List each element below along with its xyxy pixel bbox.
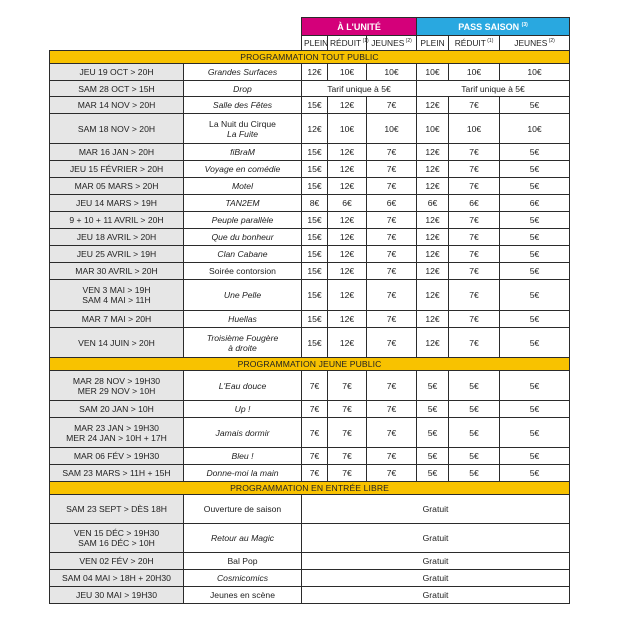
- price-cell: 12€: [417, 328, 449, 358]
- section-title: PROGRAMMATION EN ENTRÉE LIBRE: [50, 482, 570, 495]
- price-cell: 7€: [328, 448, 367, 465]
- price-cell: 15€: [302, 246, 328, 263]
- price-cell: 10€: [328, 114, 367, 144]
- price-cell: 7€: [328, 371, 367, 401]
- unique-price-cell: Tarif unique à 5€: [417, 81, 570, 97]
- price-cell: 5€: [500, 97, 570, 114]
- price-cell: 7€: [367, 144, 417, 161]
- price-cell: 12€: [302, 114, 328, 144]
- price-cell: 10€: [367, 64, 417, 81]
- table-row: [50, 448, 570, 465]
- price-cell: 7€: [449, 280, 500, 311]
- price-cell: 10€: [367, 114, 417, 144]
- price-cell: 7€: [367, 229, 417, 246]
- table-row: [50, 114, 570, 144]
- price-cell: 15€: [302, 311, 328, 328]
- section-header-row: [50, 482, 570, 495]
- event-title: Retour au Magic: [184, 524, 302, 553]
- price-cell: 12€: [417, 161, 449, 178]
- price-cell: 5€: [500, 371, 570, 401]
- price-cell: 5€: [449, 401, 500, 418]
- table-row: [50, 371, 570, 401]
- event-title: Troisième Fougère à droite: [184, 328, 302, 358]
- price-cell: 15€: [302, 178, 328, 195]
- price-cell: 6€: [417, 195, 449, 212]
- price-cell: 10€: [417, 114, 449, 144]
- table-row: [50, 465, 570, 482]
- price-cell: 15€: [302, 212, 328, 229]
- table-row: [50, 195, 570, 212]
- price-cell: 5€: [500, 418, 570, 448]
- table-row: [50, 495, 570, 524]
- price-cell: 12€: [417, 212, 449, 229]
- free-entry-cell: Gratuit: [302, 524, 570, 553]
- price-cell: 12€: [328, 178, 367, 195]
- table-row: [50, 229, 570, 246]
- section-header-row: [50, 358, 570, 371]
- price-cell: 5€: [449, 371, 500, 401]
- price-cell: 6€: [328, 195, 367, 212]
- price-cell: 7€: [367, 311, 417, 328]
- price-cell: 6€: [500, 195, 570, 212]
- price-cell: 12€: [328, 246, 367, 263]
- price-cell: 5€: [417, 418, 449, 448]
- price-cell: 5€: [500, 465, 570, 482]
- table-row: [50, 524, 570, 553]
- table-row: [50, 587, 570, 604]
- event-date: MAR 16 JAN > 20H: [50, 144, 184, 161]
- price-cell: 7€: [449, 229, 500, 246]
- price-cell: 5€: [500, 401, 570, 418]
- event-date: MAR 05 MARS > 20H: [50, 178, 184, 195]
- free-entry-cell: Gratuit: [302, 495, 570, 524]
- event-title: Que du bonheur: [184, 229, 302, 246]
- price-cell: 5€: [500, 161, 570, 178]
- price-cell: 7€: [449, 212, 500, 229]
- event-date: MAR 28 NOV > 19H30 MER 29 NOV > 10H: [50, 371, 184, 401]
- programme-table: [49, 17, 570, 604]
- price-cell: 5€: [500, 328, 570, 358]
- column-header-jeunes-2: JEUNES $^{(2)}$: [367, 36, 417, 51]
- price-cell: 5€: [500, 448, 570, 465]
- event-date: VEN 14 JUIN > 20H: [50, 328, 184, 358]
- price-cell: 7€: [367, 418, 417, 448]
- event-date: 9 + 10 + 11 AVRIL > 20H: [50, 212, 184, 229]
- event-title: Jeunes en scène: [184, 587, 302, 604]
- table-row: [50, 311, 570, 328]
- event-date: SAM 28 OCT > 15H: [50, 81, 184, 97]
- price-cell: 12€: [328, 328, 367, 358]
- price-cell: 7€: [328, 418, 367, 448]
- price-cell: 12€: [417, 229, 449, 246]
- event-title: La Nuit du Cirque La Fuite: [184, 114, 302, 144]
- price-cell: 10€: [449, 114, 500, 144]
- table-row: [50, 144, 570, 161]
- event-date: JEU 30 MAI > 19H30: [50, 587, 184, 604]
- price-cell: 7€: [449, 97, 500, 114]
- price-cell: 5€: [449, 465, 500, 482]
- price-cell: 12€: [328, 280, 367, 311]
- event-title: Salle des Fêtes: [184, 97, 302, 114]
- price-cell: 5€: [500, 144, 570, 161]
- column-header-rduit-1: RÉDUIT $^{(1)}$: [328, 36, 367, 51]
- price-cell: 12€: [417, 178, 449, 195]
- table-row: [50, 553, 570, 570]
- event-date: SAM 20 JAN > 10H: [50, 401, 184, 418]
- event-title: Ouverture de saison: [184, 495, 302, 524]
- table-row: [50, 212, 570, 229]
- price-cell: 7€: [367, 263, 417, 280]
- free-entry-cell: Gratuit: [302, 570, 570, 587]
- price-cell: 7€: [367, 401, 417, 418]
- price-cell: 10€: [328, 64, 367, 81]
- table-row: [50, 161, 570, 178]
- price-cell: 7€: [449, 178, 500, 195]
- table-row: [50, 418, 570, 448]
- price-cell: 6€: [449, 195, 500, 212]
- event-title: Jamais dormir: [184, 418, 302, 448]
- table-row: [50, 64, 570, 81]
- price-cell: 8€: [302, 195, 328, 212]
- column-header-jeunes-5: JEUNES $^{(2)}$: [500, 36, 570, 51]
- event-title: Clan Cabane: [184, 246, 302, 263]
- price-cell: 7€: [328, 401, 367, 418]
- price-cell: 12€: [417, 97, 449, 114]
- price-cell: 12€: [302, 64, 328, 81]
- unit-price-header: À L'UNITÉ: [302, 18, 417, 36]
- table-row: [50, 570, 570, 587]
- event-date: JEU 18 AVRIL > 20H: [50, 229, 184, 246]
- price-cell: 15€: [302, 280, 328, 311]
- price-cell: 5€: [449, 418, 500, 448]
- price-cell: 12€: [328, 263, 367, 280]
- table-row: [50, 328, 570, 358]
- column-header-plein-0: PLEIN: [302, 36, 328, 51]
- price-cell: 12€: [417, 280, 449, 311]
- unique-price-cell: Tarif unique à 5€: [302, 81, 417, 97]
- price-cell: 5€: [500, 246, 570, 263]
- season-pass-header: PASS SAISON $^{(3)}$: [417, 18, 570, 36]
- price-cell: 15€: [302, 229, 328, 246]
- event-date: JEU 14 MARS > 19H: [50, 195, 184, 212]
- event-title: fiBraM: [184, 144, 302, 161]
- column-header-plein-3: PLEIN: [417, 36, 449, 51]
- price-cell: 15€: [302, 263, 328, 280]
- price-cell: 7€: [302, 465, 328, 482]
- price-cell: 12€: [328, 97, 367, 114]
- price-cell: 15€: [302, 161, 328, 178]
- free-entry-cell: Gratuit: [302, 587, 570, 604]
- table-row: [50, 97, 570, 114]
- price-cell: 5€: [500, 178, 570, 195]
- price-cell: 12€: [328, 161, 367, 178]
- event-date: MAR 14 NOV > 20H: [50, 97, 184, 114]
- price-cell: 7€: [302, 371, 328, 401]
- price-cell: 12€: [328, 144, 367, 161]
- price-cell: 5€: [500, 212, 570, 229]
- price-cell: 7€: [367, 178, 417, 195]
- price-cell: 12€: [417, 311, 449, 328]
- price-cell: 15€: [302, 97, 328, 114]
- price-cell: 7€: [367, 97, 417, 114]
- event-title: Grandes Surfaces: [184, 64, 302, 81]
- price-cell: 7€: [367, 212, 417, 229]
- event-title: Une Pelle: [184, 280, 302, 311]
- header-spacer: [50, 18, 302, 36]
- event-date: SAM 23 SEPT > DÈS 18H: [50, 495, 184, 524]
- price-cell: 7€: [302, 401, 328, 418]
- price-cell: 7€: [449, 328, 500, 358]
- price-cell: 7€: [367, 371, 417, 401]
- event-title: L'Eau douce: [184, 371, 302, 401]
- price-cell: 12€: [417, 144, 449, 161]
- price-cell: 5€: [500, 263, 570, 280]
- price-cell: 15€: [302, 144, 328, 161]
- price-cell: 7€: [449, 161, 500, 178]
- price-cell: 10€: [417, 64, 449, 81]
- event-date: VEN 15 DÉC > 19H30 SAM 16 DÉC > 10H: [50, 524, 184, 553]
- event-title: Bleu !: [184, 448, 302, 465]
- table-row: [50, 263, 570, 280]
- table-row: [50, 401, 570, 418]
- event-date: MAR 30 AVRIL > 20H: [50, 263, 184, 280]
- free-entry-cell: Gratuit: [302, 553, 570, 570]
- event-date: VEN 02 FÉV > 20H: [50, 553, 184, 570]
- event-date: MAR 06 FÉV > 19H30: [50, 448, 184, 465]
- event-date: JEU 19 OCT > 20H: [50, 64, 184, 81]
- price-cell: 12€: [328, 212, 367, 229]
- price-cell: 15€: [302, 328, 328, 358]
- price-cell: 5€: [500, 229, 570, 246]
- price-cell: 5€: [500, 280, 570, 311]
- price-cell: 5€: [417, 401, 449, 418]
- table-row: [50, 280, 570, 311]
- price-cell: 10€: [500, 114, 570, 144]
- price-cell: 7€: [449, 246, 500, 263]
- event-title: Donne-moi la main: [184, 465, 302, 482]
- event-date: JEU 15 FÉVRIER > 20H: [50, 161, 184, 178]
- event-title: Cosmicomics: [184, 570, 302, 587]
- table-row: [50, 81, 570, 97]
- price-cell: 7€: [302, 418, 328, 448]
- price-cell: 7€: [367, 161, 417, 178]
- event-date: MAR 7 MAI > 20H: [50, 311, 184, 328]
- event-title: TAN2EM: [184, 195, 302, 212]
- price-cell: 7€: [449, 311, 500, 328]
- event-title: Huellas: [184, 311, 302, 328]
- table-row: [50, 178, 570, 195]
- price-cell: 12€: [417, 263, 449, 280]
- price-cell: 12€: [328, 229, 367, 246]
- table-row: [50, 246, 570, 263]
- price-cell: 6€: [367, 195, 417, 212]
- price-cell: 10€: [500, 64, 570, 81]
- price-cell: 5€: [500, 311, 570, 328]
- event-date: MAR 23 JAN > 19H30 MER 24 JAN > 10H + 17H: [50, 418, 184, 448]
- price-cell: 5€: [417, 465, 449, 482]
- price-cell: 5€: [417, 448, 449, 465]
- event-title: Peuple parallèle: [184, 212, 302, 229]
- event-title: Drop: [184, 81, 302, 97]
- price-cell: 7€: [367, 280, 417, 311]
- subheader-spacer: [50, 36, 302, 51]
- event-title: Voyage en comédie: [184, 161, 302, 178]
- price-cell: 7€: [449, 263, 500, 280]
- price-cell: 12€: [417, 246, 449, 263]
- price-cell: 7€: [367, 328, 417, 358]
- event-date: SAM 18 NOV > 20H: [50, 114, 184, 144]
- column-header-rduit-4: RÉDUIT $^{(1)}$: [449, 36, 500, 51]
- price-cell: 5€: [417, 371, 449, 401]
- price-cell: 5€: [449, 448, 500, 465]
- price-cell: 7€: [328, 465, 367, 482]
- section-title: PROGRAMMATION TOUT PUBLIC: [50, 51, 570, 64]
- price-cell: 7€: [449, 144, 500, 161]
- event-date: SAM 23 MARS > 11H + 15H: [50, 465, 184, 482]
- event-date: JEU 25 AVRIL > 19H: [50, 246, 184, 263]
- price-cell: 7€: [367, 465, 417, 482]
- price-cell: 7€: [302, 448, 328, 465]
- event-date: VEN 3 MAI > 19H SAM 4 MAI > 11H: [50, 280, 184, 311]
- section-title: PROGRAMMATION JEUNE PUBLIC: [50, 358, 570, 371]
- price-cell: 10€: [449, 64, 500, 81]
- event-date: SAM 04 MAI > 18H + 20H30: [50, 570, 184, 587]
- event-title: Bal Pop: [184, 553, 302, 570]
- event-title: Motel: [184, 178, 302, 195]
- price-cell: 7€: [367, 246, 417, 263]
- event-title: Up !: [184, 401, 302, 418]
- price-cell: 12€: [328, 311, 367, 328]
- event-title: Soirée contorsion: [184, 263, 302, 280]
- section-header-row: [50, 51, 570, 64]
- price-cell: 7€: [367, 448, 417, 465]
